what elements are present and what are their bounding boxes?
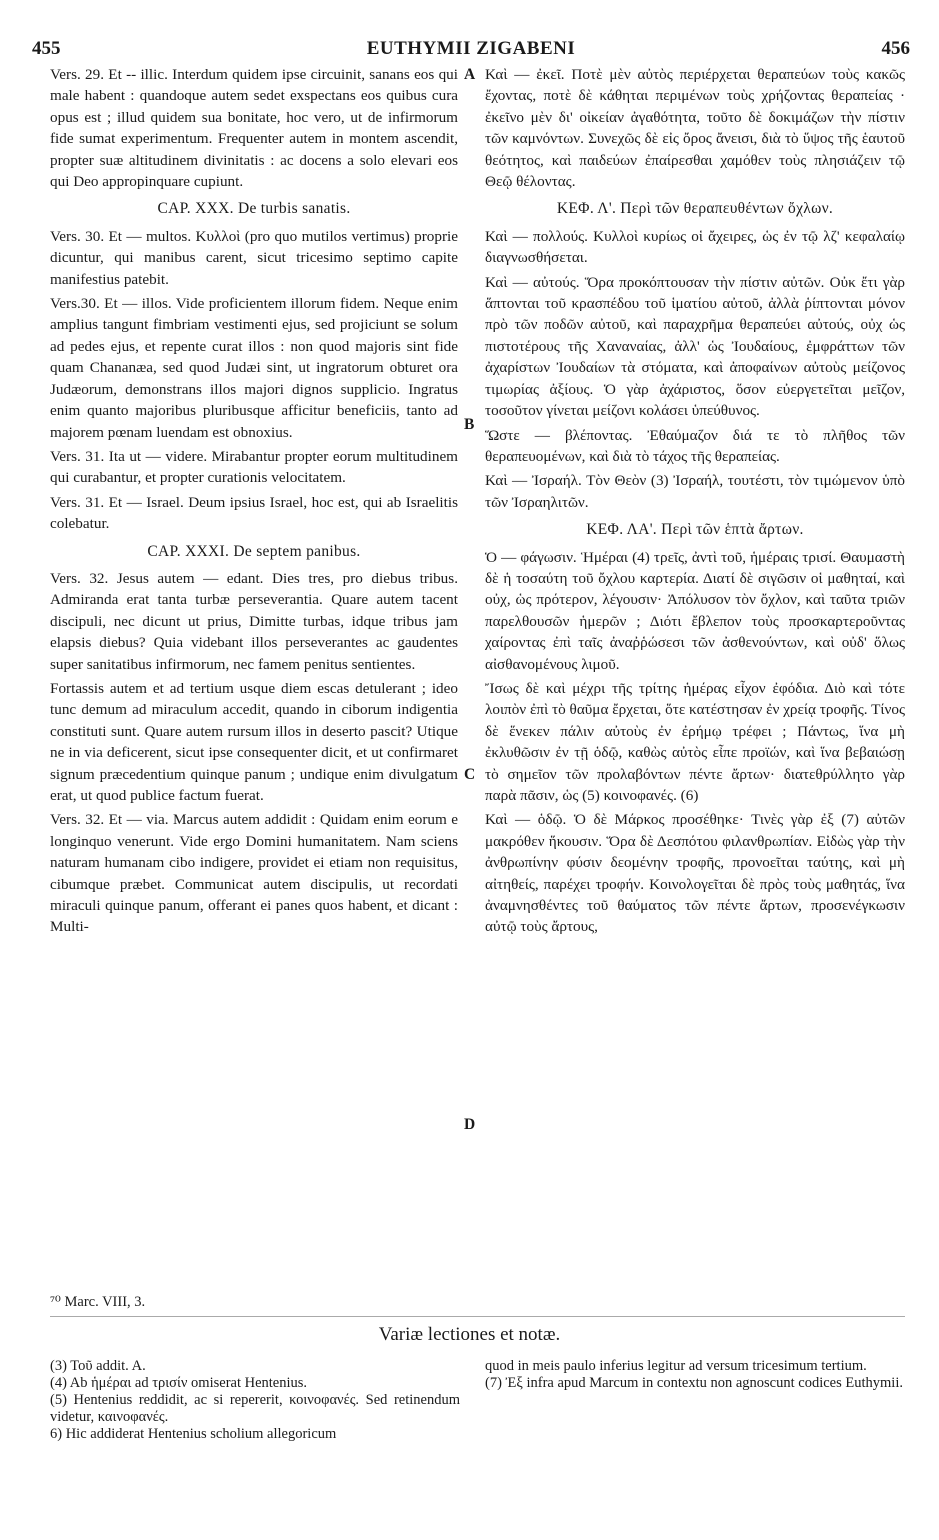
column-mark-a: A: [464, 66, 476, 83]
latin-paragraph: Vers. 32. Et — via. Marcus autem addidit : Quidam enim eorum e longinquo venerunt. Vide ergo Domini humanitatem. Nam sciens naturam humanam cibo indigere, providet ei etiam non requisitus, cibumque præbet. Communicat autem discipulis, ut recordati miraculi quinque panum, offerant ei panes quos habent, et dicant : Multi-: [50, 811, 458, 936]
running-header: [32, 38, 910, 62]
footnote-reference: ⁷⁰ Marc. VIII, 3.: [50, 1294, 146, 1310]
note-item: quod in meis paulo inferius legitur ad versum tricesimum tertium.: [485, 1358, 867, 1374]
greek-paragraph: Καὶ — αὐτούς. Ὅρα προκόπτουσαν τὴν πίστιν αὐτῶν. Οὐκ ἔτι γὰρ ἅπτονται τοῦ κρασπέδου τοῦ ἱματίου αὐτοῦ, ἀλλὰ ῥίπτονται μόνον πρὸ τῶν ποδῶν αὐτοῦ, καὶ παραχρῆμα θεραπεύει αὐτούς, οὐχ ὡς πιστοτέρους τῆς Χαναναίας, ἀλλ' ὡς Ἰουδαίους, ἐμφράττων τῶν ἀχαρίστων Ἰουδαίων τὰ στόματα, καὶ ἀποφαίνων αὐτοὺς μείζονος τιμωρίας ἀξίους. Ὁ γὰρ ἀχάριστος, ὅσον εὐεργετεῖται μεῖζον, τοσοῦτον γίνεται μείζονι κολάσει ὑπεύθυνος.: [485, 273, 905, 420]
greek-paragraph: Καὶ — Ἰσραήλ. Τὸν Θεὸν (3) Ἰσραήλ, τουτέστι, τὸν τιμώμενον ὑπὸ τῶν Ἰσραηλιτῶν.: [485, 472, 905, 511]
greek-paragraph: Ὥστε — βλέποντας. Ἐθαύμαζον διά τε τὸ πλῆθος τῶν θεραπευομένων, καὶ διὰ τὸ τάχος τῆς θεραπείας.: [485, 426, 905, 465]
note-item: 6) Hic addiderat Hentenius scholium allegoricum: [50, 1426, 337, 1442]
latin-paragraph: Vers. 32. Jesus autem — edant. Dies tres, pro diebus tribus. Admiranda erat tanta turbæ perseverantia. Quare autem tacent discipuli, nec dicunt ut prius, Dimitte turbas, idque tribus jam elapsis diebus? Quia videbant illos perseverantes ac gaudentes super sanitatibus infirmorum, nec famem penitus sentientes.: [50, 569, 458, 673]
latin-column: [50, 64, 458, 941]
notes-right-column: [485, 1358, 905, 1392]
notes-divider: [50, 1316, 905, 1317]
note-item: (7) Ἐξ infra apud Marcum in contextu non agnoscunt codices Euthymii.: [485, 1375, 903, 1391]
latin-paragraph: Fortassis autem et ad tertium usque diem escas detulerant ; ideo tunc demum ad miraculum accedit, quando in ciborum indigentia constituti sunt. Quare autem rursum illos in deserto pascit? Utique ne in via deficerent, sicut ipse consequenter dicit, et ut confirmaret signum præcedentium quinque panum ; undique enim divulgatum erat, ut quod publice factum fuerat.: [50, 679, 458, 804]
greek-paragraph: Καὶ — ὁδῷ. Ὁ δὲ Μάρκος προσέθηκε· Τινὲς γὰρ ἐξ (7) αὐτῶν μακρόθεν ἥκουσιν. Ὅρα δὲ Δεσπότου φιλανθρωπίαν. Εἰδὼς γὰρ τὴν ἀνθρωπίνην φύσιν δεομένην τροφῆς, προνοεῖται ταύτης, καὶ μὴ αἰτηθείς, παρέχει τροφήν. Κοινολογεῖται δὲ πρὸς τοὺς μαθητάς, ἵνα ἀναμνησθέντες τοῦ θαύματος τῶν πέντε ἄρτων, προσενέγκωσιν αὐτῷ τοὺς ἄρτους,: [485, 811, 905, 936]
latin-chapter-heading: CAP. XXXI. De septem panibus.: [147, 542, 361, 560]
column-mark-c: C: [464, 766, 476, 783]
greek-column: [485, 64, 905, 941]
greek-paragraph: Καὶ — ἐκεῖ. Ποτὲ μὲν αὐτὸς περιέρχεται θεραπεύων τοὺς κακῶς ἔχοντας, ποτὲ δὲ κάθηται περιμένων τοὺς χρήζοντας θεραπείας · ἐκεῖνο μὲν δι' οἰκείαν ἀγαθότητα, τοῦτο δὲ δοκιμάζων τὴν πίστιν τῶν καμνόντων. Συνεχῶς δὲ εἰς ὄρος ἄνεισι, διὰ τὸ ὕψος τῆς ἑαυτοῦ θεότητος, καὶ παιδεύων ἐπαίρεσθαι χαμόθεν τοὺς πλησιάζειν τῷ Θεῷ θέλοντας.: [485, 66, 905, 191]
greek-paragraph: Καὶ — πολλούς. Κυλλοὶ κυρίως οἱ ἄχειρες, ὡς ἐν τῷ λζ' κεφαλαίῳ διαγνωσθήσεται.: [485, 227, 905, 267]
greek-paragraph: Ὁ — φάγωσιν. Ἡμέραι (4) τρεῖς, ἀντὶ τοῦ, ἡμέραις τρισί. Θαυμαστὴ δὲ ἡ τοσαύτη τοῦ ὄχλου καρτερία. Διατί δὲ σιγῶσιν οἱ μαθηταί, καὶ οὐχ, ὡς πρότερον, λέγουσιν· Ἀπόλυσον τὸν ὄχλον, καὶ ταῦτα τριῶν παρελθουσῶν ἡμερῶν ; Διότι ἔβλεπον τοὺς προσκαρτεροῦντας χαίροντας ἐπὶ ταῖς ἀναῤῥώσεσι τῶν ἀσθενούντων, καὶ οὐδ' ὅλως αἰσθανομένους λιμοῦ.: [485, 548, 905, 673]
latin-paragraph: Vers.30. Et — illos. Vide proficientem illorum fidem. Neque enim amplius tangunt fimbriam vestimenti ejus, sed projiciunt se solum ad pedes ejus, et repente curat illos : non quod majoris sint fide quam Chananæa, sed quod Judæi sint, ut ingratorum obturet ora Judæorum, demonstrans illos majori dignos supplicio. Ingratus enim quanto majoribus pluribusque afficitur beneficiis, tanto ad majorem pœnam luendam est obnoxius.: [50, 295, 458, 441]
note-item: (5) Hentenius reddidit, ac si repererit, κοινοφανές. Sed retinendum videtur, καινοφανές.: [50, 1392, 460, 1425]
notes-title: Variæ lectiones et notæ.: [378, 1324, 561, 1345]
note-item: (4) Ab ἡμέραι ad τρισίν omiserat Hentenius.: [50, 1375, 308, 1391]
note-item: (3) Τοῦ addit. A.: [50, 1358, 146, 1374]
running-title: EUTHYMII ZIGABENI: [366, 38, 576, 59]
notes-left-column: [50, 1358, 460, 1443]
greek-paragraph: Ἴσως δὲ καὶ μέχρι τῆς τρίτης ἡμέρας εἶχον ἐφόδια. Διὸ καὶ τότε λοιπὸν ἐπὶ τὸ θαῦμα ἔρχεται, ὅτε κατέστησαν ἐν χρείᾳ τροφῆς. Τίνος δὲ ἕνεκεν πάλιν αὐτοὺς ἐν ἐρήμῳ τρέφει ; Πάντως, ἵνα μὴ ἐκλυθῶσιν ἐν τῇ ὁδῷ, καθὼς αὐτὸς εἶπε προϊών, καὶ ἵνα βεβαιώσῃ τὸ σημεῖον τῶν προλαβόντων πέντε ἄρτων· διατεθρύλλητο γὰρ παρὰ πᾶσιν, ὡς (5) κοινοφανές. (6): [485, 679, 905, 804]
column-mark-b: B: [464, 416, 475, 433]
latin-paragraph: Vers. 31. Ita ut — videre. Mirabantur propter eorum multitudinem qui curabantur, et propter curationis velocitatem.: [50, 447, 458, 487]
greek-chapter-heading: ΚΕΦ. Λ'. Περὶ τῶν θεραπευθέντων ὄχλων.: [556, 200, 834, 218]
latin-paragraph: Vers. 31. Et — Israel. Deum ipsius Israel, hoc est, qui ab Israelitis colebatur.: [50, 493, 458, 533]
latin-paragraph: Vers. 29. Et -- illic. Interdum quidem ipse circuinit, sanans eos qui male habent : quandoque autem sedet exspectans eos quibus cura opus est ; illud quidem sua bonitate, hoc vero, ut de infirmorum fide sumat experimentum. Frequenter autem in montem ascendit, propter suæ altitudinem divinitatis : ac docens a solo elevari eos qui Deo appropinquare cupiunt.: [50, 66, 458, 191]
latin-paragraph: Vers. 30. Et — multos. Κυλλοὶ (pro quo mutilos vertimus) proprie dicuntur, qui manibus carent, sicut tricesimo septimo capite manifestius patebit.: [50, 227, 458, 288]
column-mark-d: D: [464, 1116, 476, 1133]
greek-chapter-heading: ΚΕΦ. ΛΑ'. Περὶ τῶν ἑπτὰ ἄρτων.: [586, 521, 804, 539]
page-number-left: 455: [32, 38, 61, 59]
page-number-right: 456: [881, 38, 910, 59]
latin-chapter-heading: CAP. XXX. De turbis sanatis.: [157, 200, 351, 218]
